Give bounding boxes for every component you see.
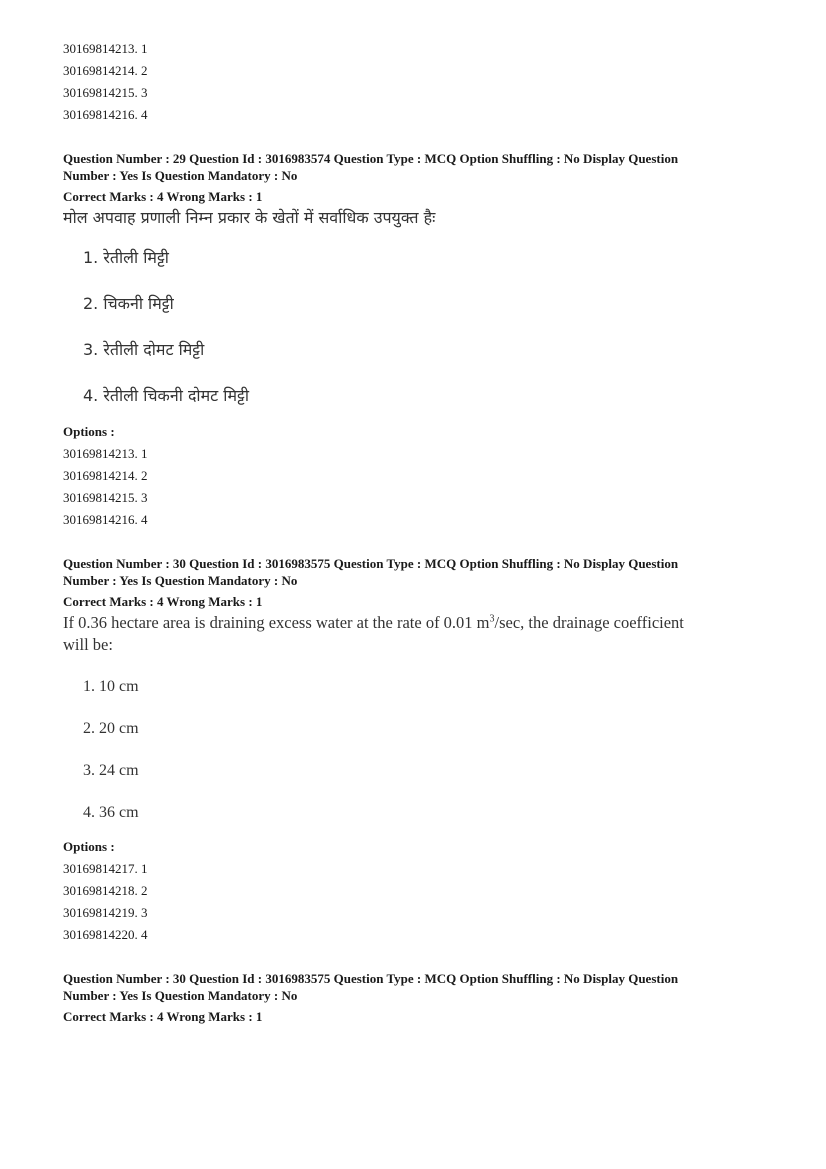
- option-number: 3: [141, 905, 148, 920]
- question-meta-continued: Number : Yes Is Question Mandatory : No: [63, 573, 298, 588]
- question-text-line2: will be:: [63, 635, 113, 654]
- option-id: 30169814218: [63, 883, 135, 898]
- option-id: 30169814217: [63, 861, 135, 876]
- answer-choice: 4. रेतीली चिकनी दोमट मिट्टी: [83, 386, 249, 405]
- option-number: 2: [141, 63, 148, 78]
- option-id: 30169814215: [63, 490, 135, 505]
- option-number: 1: [141, 861, 148, 876]
- option-number: 3: [141, 85, 148, 100]
- answer-choice: 1. 10 cm: [83, 678, 139, 695]
- option-id: 30169814213: [63, 446, 135, 461]
- options-label: Options :: [63, 839, 115, 854]
- question-meta-continued: Number : Yes Is Question Mandatory : No: [63, 988, 298, 1003]
- option-number: 3: [141, 490, 148, 505]
- top-options-list: [63, 38, 763, 126]
- option-line: 30169814216. 4: [63, 107, 148, 122]
- option-id: 30169814220: [63, 927, 135, 942]
- question-meta: Question Number : 29 Question Id : 3016983574 Question Type : MCQ Option Shuffling : No Display Question: [63, 151, 679, 166]
- answer-choice: 2. 20 cm: [83, 720, 139, 737]
- options-list: [63, 858, 763, 946]
- option-number: 4: [141, 927, 148, 942]
- question-text-part: /sec, the drainage coefficient: [494, 613, 684, 632]
- option-id: 30169814219: [63, 905, 135, 920]
- answer-choice: 1. रेतीली मिट्टी: [83, 248, 169, 267]
- option-id: 30169814214: [63, 63, 135, 78]
- question-text-part: If 0.36 hectare area is draining excess water at the rate of 0.01 m: [63, 613, 490, 632]
- answer-choice: 2. चिकनी मिट्टी: [83, 294, 174, 313]
- spacer: [63, 126, 763, 150]
- option-number: 1: [141, 41, 148, 56]
- option-line: 30169814216. 4: [63, 512, 148, 527]
- question-meta-continued: Number : Yes Is Question Mandatory : No: [63, 168, 298, 183]
- option-id: 30169814216: [63, 107, 135, 122]
- option-number: 4: [141, 512, 148, 527]
- options-list: [63, 443, 763, 531]
- option-number: 4: [141, 107, 148, 122]
- spacer: [63, 531, 763, 555]
- question-29-block: [63, 150, 763, 531]
- option-line: 30169814213. 1: [63, 41, 148, 56]
- option-line: 30169814219. 3: [63, 905, 148, 920]
- option-id: 30169814215: [63, 85, 135, 100]
- option-line: 30169814218. 2: [63, 883, 148, 898]
- option-id: 30169814213: [63, 41, 135, 56]
- option-line: 30169814214. 2: [63, 468, 148, 483]
- option-line: 30169814217. 1: [63, 861, 148, 876]
- option-line: 30169814215. 3: [63, 490, 148, 505]
- option-id: 30169814214: [63, 468, 135, 483]
- question-30-block: [63, 555, 763, 946]
- answer-choice: 3. रेतीली दोमट मिट्टी: [83, 340, 205, 359]
- option-line: 30169814215. 3: [63, 85, 148, 100]
- question-text: मोल अपवाह प्रणाली निम्न प्रकार के खेतों में सर्वाधिक उपयुक्त हैः: [63, 208, 436, 227]
- option-number: 2: [141, 883, 148, 898]
- question-marks: Correct Marks : 4 Wrong Marks : 1: [63, 189, 263, 204]
- option-line: 30169814214. 2: [63, 63, 148, 78]
- options-label: Options :: [63, 424, 115, 439]
- question-marks: Correct Marks : 4 Wrong Marks : 1: [63, 1009, 263, 1024]
- option-line: 30169814213. 1: [63, 446, 148, 461]
- answer-choice: 4. 36 cm: [83, 804, 139, 821]
- question-marks: Correct Marks : 4 Wrong Marks : 1: [63, 594, 263, 609]
- question-meta: Question Number : 30 Question Id : 3016983575 Question Type : MCQ Option Shuffling : No Display Question: [63, 556, 679, 571]
- answer-choice: 3. 24 cm: [83, 762, 139, 779]
- option-id: 30169814216: [63, 512, 135, 527]
- option-number: 2: [141, 468, 148, 483]
- spacer: [63, 946, 763, 970]
- option-number: 1: [141, 446, 148, 461]
- document-page: [63, 38, 763, 1025]
- superscript: 3: [489, 613, 495, 625]
- question-text: [63, 612, 763, 634]
- question-30-repeat-block: [63, 970, 763, 1025]
- option-line: 30169814220. 4: [63, 927, 148, 942]
- question-meta: Question Number : 30 Question Id : 3016983575 Question Type : MCQ Option Shuffling : No Display Question: [63, 971, 679, 986]
